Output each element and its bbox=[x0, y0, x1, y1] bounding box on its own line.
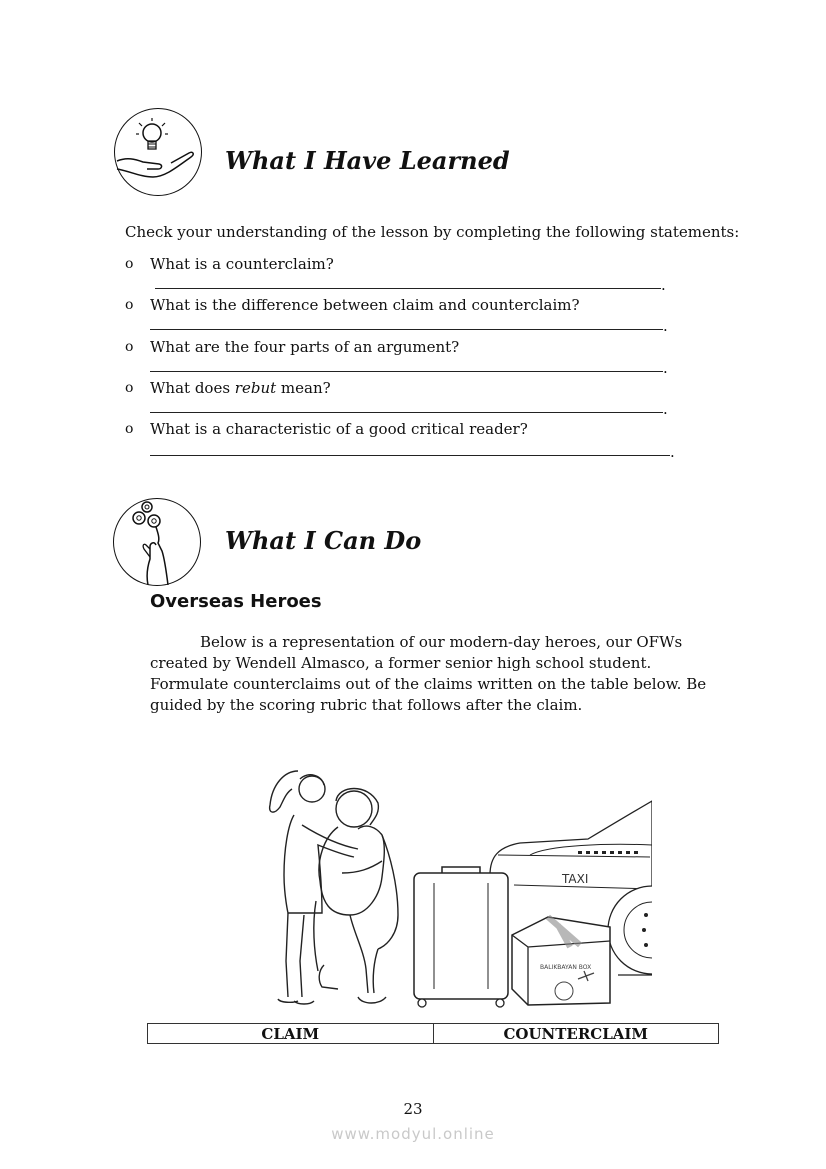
line-period: . bbox=[661, 276, 666, 294]
line-period: . bbox=[663, 359, 668, 377]
answer-line[interactable] bbox=[150, 329, 663, 330]
question-text-end: mean? bbox=[276, 379, 331, 397]
page-number: 23 bbox=[403, 1100, 423, 1118]
bullet-marker: o bbox=[125, 421, 134, 437]
answer-line[interactable] bbox=[150, 455, 670, 456]
bullet-marker: o bbox=[125, 380, 134, 396]
section-title-what-i-have-learned: What I Have Learned bbox=[225, 146, 510, 175]
line-period: . bbox=[663, 400, 668, 418]
paragraph-text: Below is a representation of our modern-day heroes, our OFWs created by Wendell Almasco, a former senior high school student. Formulate counterclaims out of the claims written on the table below. Be guided by the scoring rubric that follows after the claim. bbox=[150, 633, 707, 714]
table-header-counterclaim: COUNTERCLAIM bbox=[433, 1024, 719, 1044]
question-text-start: What does bbox=[150, 379, 235, 397]
question-text: What is a counterclaim? bbox=[150, 255, 334, 273]
question-text: What are the four parts of an argument? bbox=[150, 338, 460, 356]
taxi-label: TAXI bbox=[562, 872, 589, 886]
box-label: BALIKBAYAN BOX bbox=[540, 964, 592, 971]
table-header-row bbox=[148, 1024, 719, 1044]
section-title-what-i-can-do: What I Can Do bbox=[225, 526, 422, 555]
gears-hand-icon bbox=[113, 498, 201, 586]
question-text: What is the difference between claim and counterclaim? bbox=[150, 296, 580, 314]
ofw-family-illustration bbox=[258, 765, 652, 1020]
instruction-paragraph bbox=[150, 632, 730, 716]
question-text: What is a characteristic of a good critical reader? bbox=[150, 420, 528, 438]
bullet-marker: o bbox=[125, 297, 134, 313]
table-header-claim: CLAIM bbox=[148, 1024, 434, 1044]
line-period: . bbox=[663, 317, 668, 335]
suitcase bbox=[414, 873, 508, 999]
line-period: . bbox=[670, 443, 675, 461]
answer-line[interactable] bbox=[150, 412, 663, 413]
watermark: www.modyul.online bbox=[331, 1125, 495, 1143]
bullet-marker: o bbox=[125, 339, 134, 355]
lightbulb-hand-icon bbox=[114, 108, 202, 196]
answer-line[interactable] bbox=[155, 288, 661, 289]
bullet-marker: o bbox=[125, 256, 134, 272]
instructions-text: Check your understanding of the lesson by completing the following statements: bbox=[125, 223, 740, 241]
emphasized-term: rebut bbox=[234, 379, 277, 397]
question-text bbox=[150, 379, 331, 397]
subheading-overseas-heroes: Overseas Heroes bbox=[150, 591, 322, 612]
claim-counterclaim-table bbox=[147, 1023, 719, 1044]
man-figure bbox=[314, 789, 398, 1004]
answer-line[interactable] bbox=[150, 371, 663, 372]
